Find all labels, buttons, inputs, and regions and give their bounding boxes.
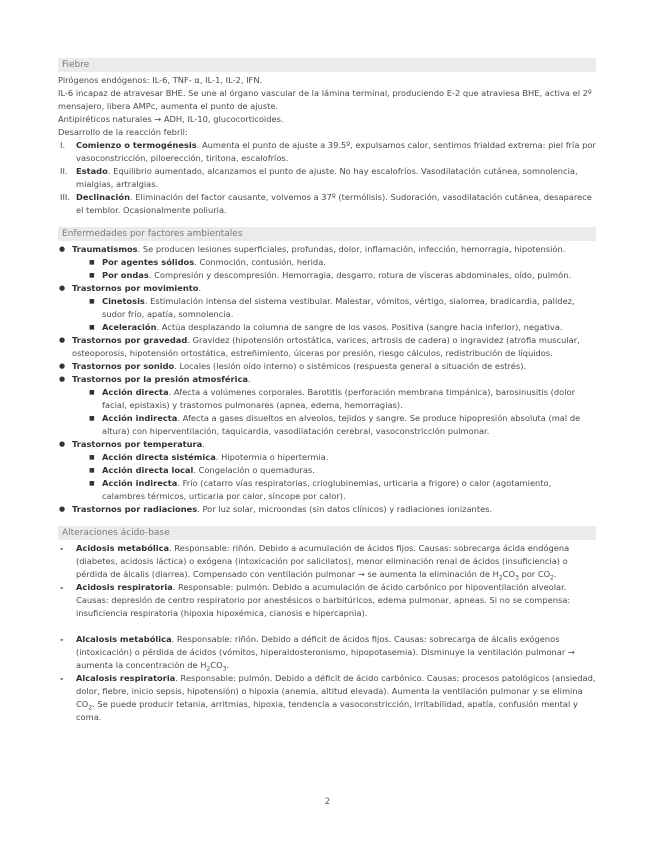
item-text: . Responsable: pulmón. Debido a acumulación de ácido carbónico por hipoventilación alveolar. Causas: depresión de centro respiratorio por anestésicos o barbitúricos, edema pulmonar, apneas. Si no se compensa: insuficiencia respiratoria (hipoxia hipoxémica, cianosis e hipercapnia). (76, 582, 571, 618)
item-text: . (248, 374, 251, 384)
paragraph: Antipiréticos naturales → ADH, IL-10, glucocorticoides. (58, 114, 284, 124)
sub-list-item (72, 256, 596, 269)
paragraph: IL-6 incapaz de atravesar BHE. Se une al órgano vascular de la lámina terminal, produciendo E-2 que atraviesa BHE, activa el 2º mensajero, libera AMPc, aumenta el punto de ajuste. (58, 88, 592, 111)
item-term: Trastornos por radiaciones (72, 504, 198, 514)
phase-item (58, 165, 596, 191)
phase-number: III. (60, 192, 70, 202)
item-text: . Responsable: pulmón. Debido a déficit de ácido carbónico. Causas: procesos patológicos (ansiedad, dolor, fiebre, inicio sepsis, hipotensión) o hipoxia (anemia, altitud elevada). Aumenta la ventilación pulmonar y se elimina $CO_2$. Se puede producir tetania, arritmias, hipoxia, tendencia a vasoconstricción, irritabilidad, apatía, confusión mental y coma. (76, 673, 596, 722)
sub-item-term: Acción directa sistémica (102, 452, 216, 462)
sub-list-item (72, 386, 596, 412)
phase-item (58, 191, 596, 217)
sub-item-text: . Actúa desplazando la columna de sangre de los vasos. Positiva (sangre hacia inferior), negativa. (156, 322, 563, 332)
phase-item (58, 139, 596, 165)
sub-item-text: . Afecta a volúmenes corporales. Barotitis (perforación membrana timpánica), barosinusitis (dolor facial, epistaxis) y trastornos pulmonares (apnea, edema, hemorragias). (102, 387, 576, 410)
sub-item-term: Cinetosis (102, 296, 145, 306)
page-number: 2 (324, 797, 331, 807)
item-term: Trastornos por temperatura (72, 439, 203, 449)
sub-item-text: . Estimulación intensa del sistema vestibular. Malestar, vómitos, vértigo, sialorrea, bradicardia, palidez, sudor frío, apatía, somnolencia. (102, 296, 575, 319)
list-item (58, 373, 596, 438)
sub-list-item (72, 477, 596, 503)
item-text: . (202, 439, 205, 449)
environmental-diseases-list (58, 243, 596, 516)
fever-phases-list (58, 139, 596, 217)
phase-number: I. (60, 140, 66, 150)
sub-item-term: Acción directa (102, 387, 169, 397)
list-item (58, 243, 596, 282)
paragraph: Desarrollo de la reacción febril: (58, 127, 188, 137)
list-item (58, 503, 596, 516)
sub-list-item (72, 451, 596, 464)
list-item (58, 282, 596, 334)
item-term: Alcalosis metabólica (76, 634, 172, 644)
sub-item-text: . Congelación o quemaduras. (193, 465, 315, 475)
phase-number: II. (60, 166, 68, 176)
sub-list (72, 256, 596, 282)
item-text: . Gravidez (hipotensión ortostática, varices, artrosis de cadera) o ingravidez (atrofia muscular, osteoporosis, hipotensión ortostática, estreñimiento, úlceras por presión, riesgo cálculos, redistribución de líquidos. (72, 335, 580, 358)
document-page (58, 58, 596, 724)
item-text: . Responsable: riñón. Debido a acumulación de ácidos fijos. Causas: sobrecarga ácida endógena (diabetes, acidosis láctica) o exógena (intoxicación por salicilatos), menor eliminación renal de ácidos (insuficiencia) o pérdida de álcalis (diarrea). Compensado con ventilación pulmonar → se aumenta la eliminación de $H_2CO_3$ por $CO_2$. (76, 543, 570, 582)
sub-item-text: . Frío (catarro vías respiratorias, crioglubinemias, urticaria a frigore) o calor (agotamiento, calambres térmicos, urticaria por calor, síncope por calor). (102, 478, 552, 501)
phase-text: . Eliminación del factor causante, volvemos a 37º (termólisis). Sudoración, vasodilatación cutánea, desaparece el temblor. Ocasionalmente poliuria. (76, 192, 592, 215)
item-text: . Por luz solar, microondas (sin datos clínicos) y radiaciones ionizantes. (197, 504, 493, 514)
phase-term: Estado (76, 166, 108, 176)
blank-line (58, 620, 596, 633)
paragraph: Pirógenos endógenos: IL-6, TNF- α, IL-1, IL-2, IFN. (58, 75, 263, 85)
acid-base-list (58, 542, 596, 724)
sub-item-text: . Afecta a gases disueltos en alveolos, tejidos y sangre. Se produce hipopresión absoluta (mal de altura) con hiperventilación, taquicardia, vasodilatación cerebral, vasoconstricción pulmonar. (102, 413, 581, 436)
section-heading-ambientales: Enfermedades por factores ambientales (58, 227, 596, 241)
item-term: Traumatismos (72, 244, 138, 254)
list-item (58, 542, 596, 581)
sub-list-item (72, 464, 596, 477)
sub-list-item (72, 321, 596, 334)
sub-list-item (72, 295, 596, 321)
sub-list (72, 386, 596, 438)
item-term: Trastornos por sonido (72, 361, 175, 371)
item-text: . (198, 283, 202, 293)
list-item (58, 334, 596, 360)
list-item (58, 360, 596, 373)
list-item (58, 438, 596, 503)
sub-item-term: Aceleración (102, 322, 157, 332)
sub-item-text: . Compresión y descompresión. Hemorragia, desgarro, rotura de vísceras abdominales, oído, pulmón. (148, 270, 572, 280)
list-item (58, 672, 596, 724)
sub-item-text: . Conmoción, contusión, herida. (194, 257, 326, 267)
item-term: Trastornos por la presión atmosférica (72, 374, 248, 384)
sub-list (72, 295, 596, 334)
item-term: Trastornos por gravedad (72, 335, 188, 345)
item-text: . Se producen lesiones superficiales, profundas, dolor, inflamación, infección, hemorragia, hipotensión. (137, 244, 566, 254)
phase-text: . Equilibrio aumentado, alcanzamos el punto de ajuste. No hay escalofríos. Vasodilatación cutánea, somnolencia, mialgias, artralgias. (76, 166, 578, 189)
list-item (58, 633, 596, 672)
sub-list (72, 451, 596, 503)
sub-item-text: . Hipotermia o hipertermia. (215, 452, 329, 462)
item-text: . Responsable: riñón. Debido a déficit de ácidos fijos. Causas: sobrecarga de álcalis exógenos (intoxicación) o pérdida de ácidos (vómitos, hiperaldosteronismo, hipopotasemia). Disminuye la ventilación pulmonar → aumenta la concentración de $H_2CO_3$. (76, 634, 575, 673)
sub-item-term: Acción indirecta (102, 413, 178, 423)
item-text: . Locales (lesión oído interno) o sistémicos (respuesta general a situación de estrés). (174, 361, 527, 371)
sub-list-item (72, 412, 596, 438)
item-term: Acidosis respiratoria (76, 582, 173, 592)
item-term: Trastornos por movimiento (72, 283, 199, 293)
phase-term: Declinación (76, 192, 130, 202)
sub-item-term: Por ondas (102, 270, 149, 280)
sub-list-item (72, 269, 596, 282)
phase-text: . Aumenta el punto de ajuste a 39.5º, expulsamos calor, sentimos frialdad extrema: piel fría por vasoconstricción, piloerección, tiritona, escalofríos. (76, 140, 596, 163)
list-item (58, 581, 596, 620)
item-term: Acidosis metabólica (76, 543, 170, 553)
sub-item-term: Acción directa local (102, 465, 194, 475)
item-term: Alcalosis respiratoria (76, 673, 176, 683)
section-heading-fiebre: Fiebre (58, 58, 596, 72)
section-heading-acido-base: Alteraciones ácido-base (58, 526, 596, 540)
phase-term: Comienzo o termogénesis (76, 140, 197, 150)
sub-item-term: Por agentes sólidos (102, 257, 195, 267)
sub-item-term: Acción indirecta (102, 478, 178, 488)
